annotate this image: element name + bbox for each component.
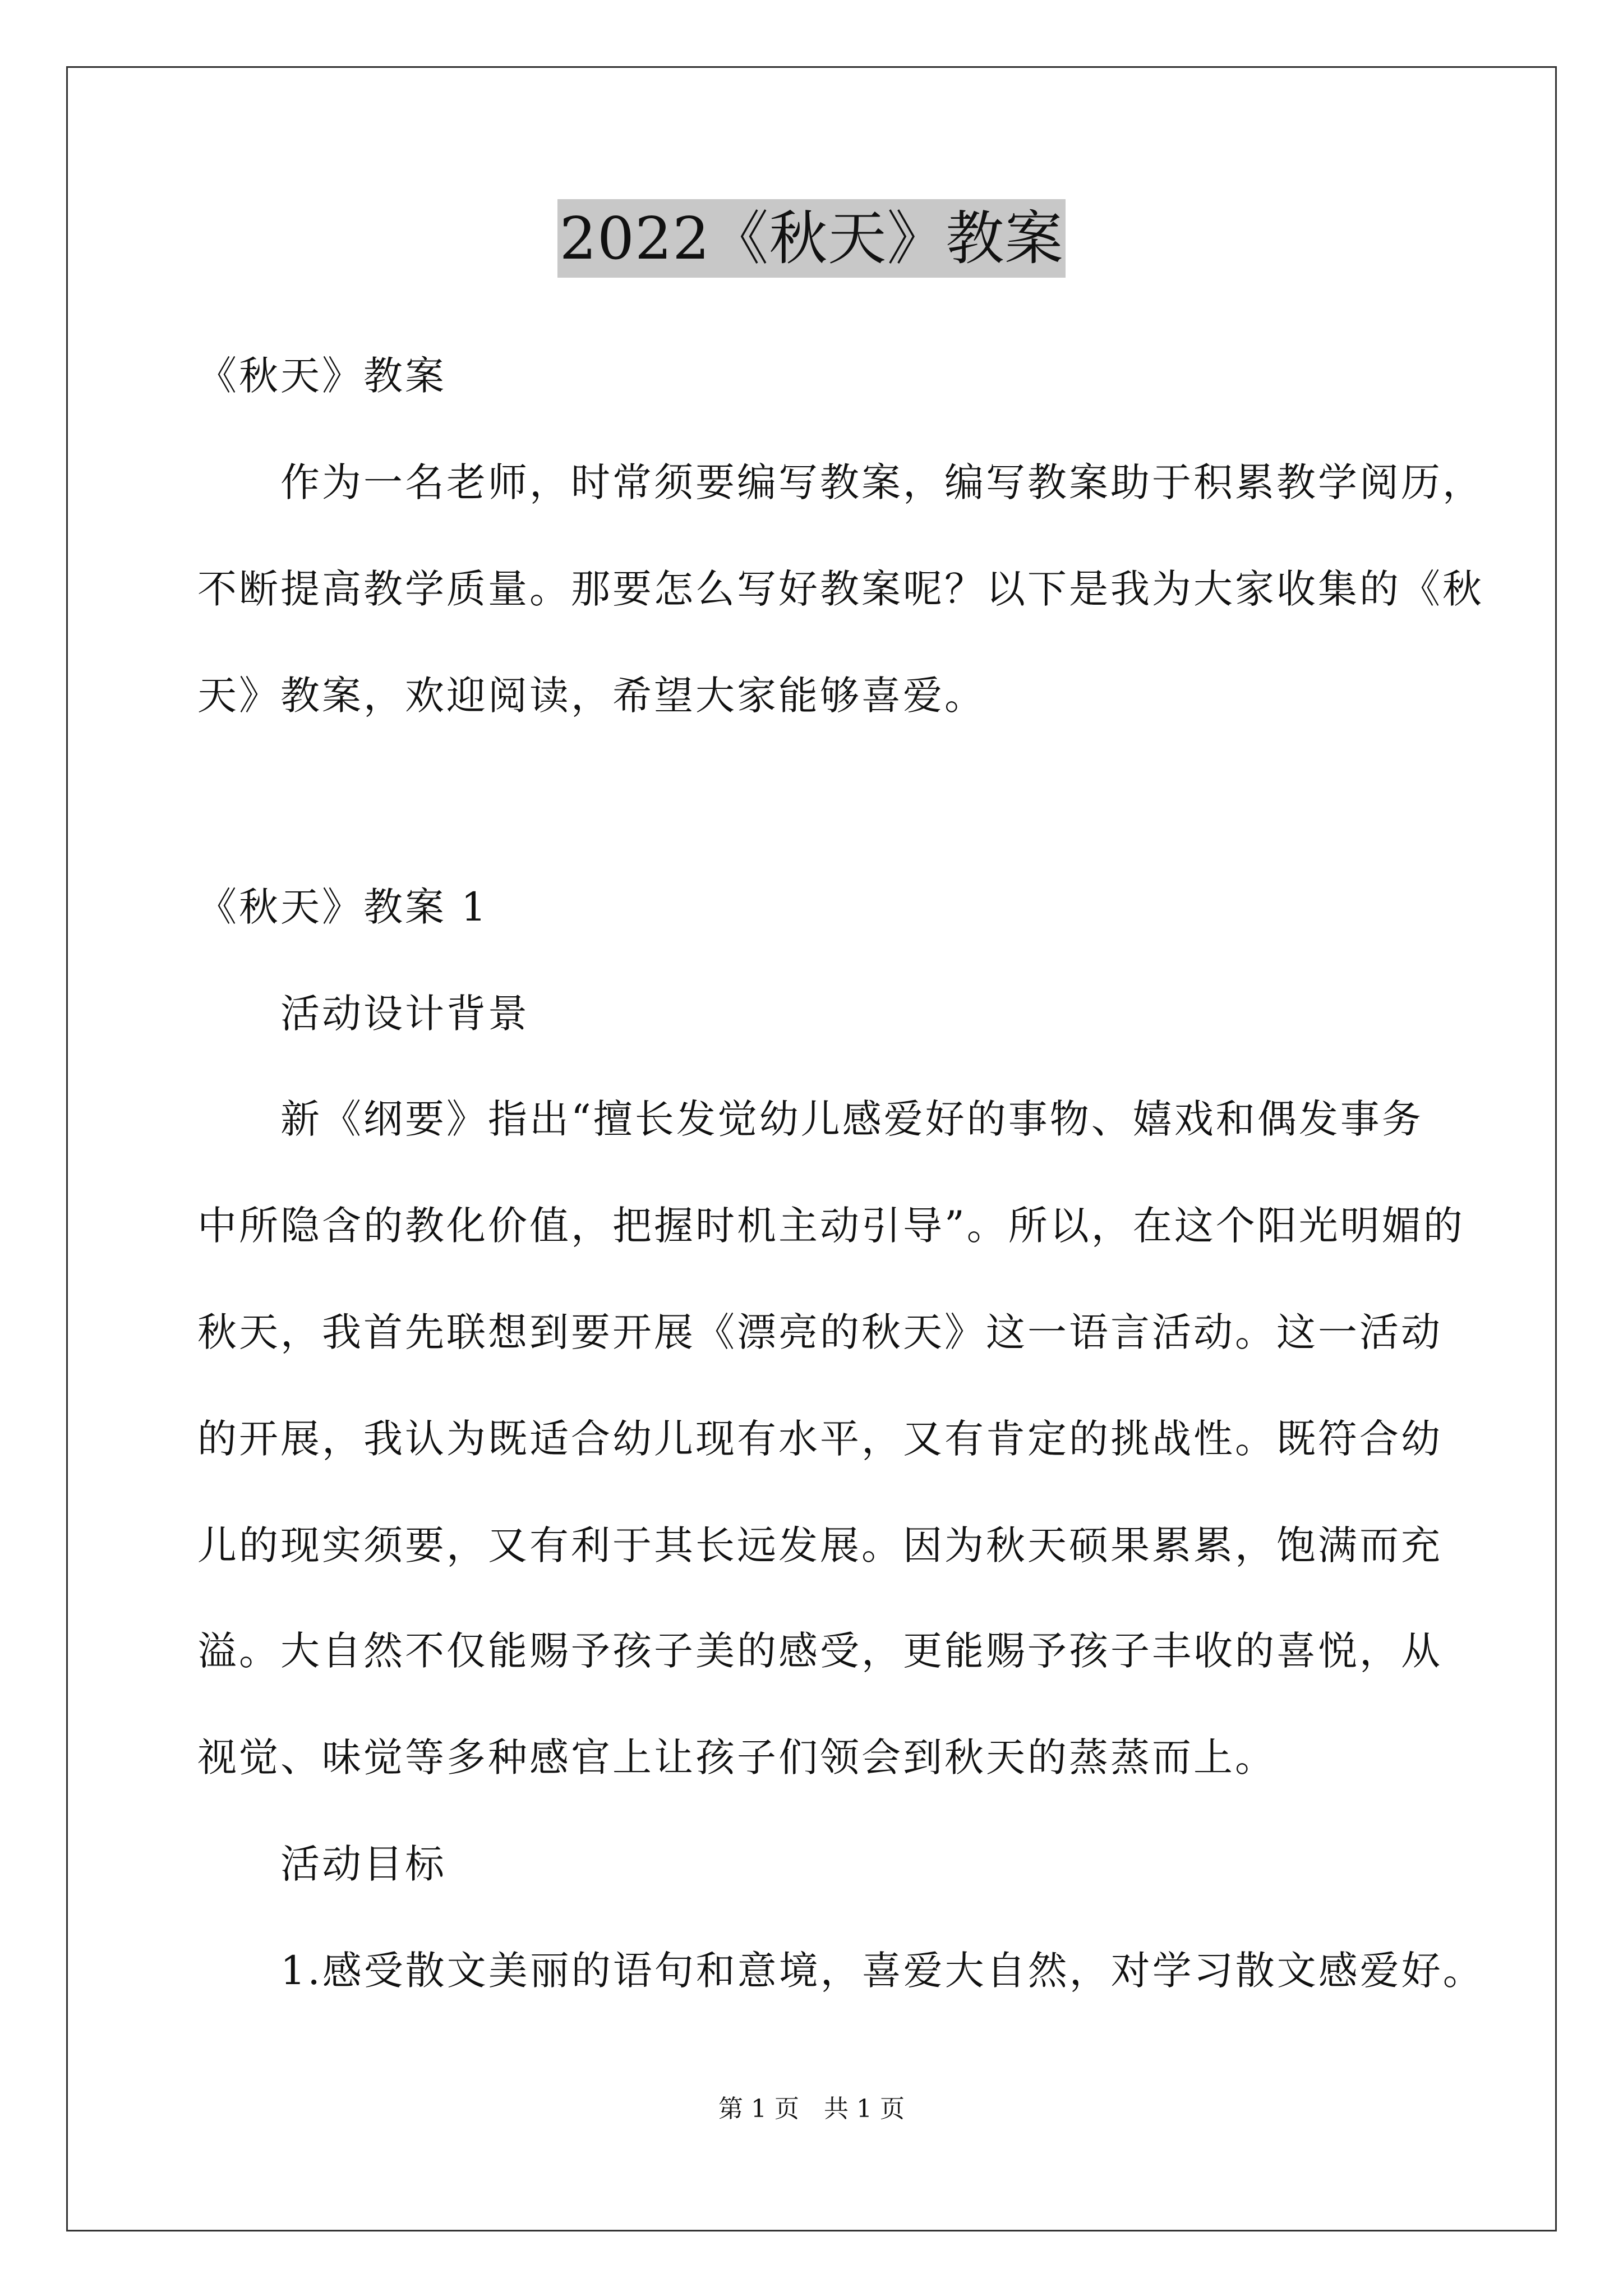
background-line-2: 中所隐含的教化价值，把握时机主动引导”。所以，在这个阳光明媚的 [197,1203,1465,1249]
intro-line-2: 不断提高教学质量。那要怎么写好教案呢？以下是我为大家收集的《秋 [197,566,1484,612]
background-heading: 活动设计背景 [280,991,529,1037]
background-line-5: 儿的现实须要，又有利于其长远发展。因为秋天硕果累累，饱满而充 [197,1522,1442,1568]
background-line-7: 视觉、味觉等多种感官上让孩子们领会到秋天的蒸蒸而上。 [197,1734,1276,1780]
intro-line-1: 作为一名老师，时常须要编写教案，编写教案助于积累教学阅历， [280,459,1484,505]
goals-heading: 活动目标 [280,1841,446,1887]
page-footer: 第 1 页 共 1 页 [718,2095,905,2123]
title-container [0,199,1623,278]
background-line-4: 的开展，我认为既适合幼儿现有水平，又有肯定的挑战性。既符合幼 [197,1416,1442,1462]
background-line-3: 秋天，我首先联想到要开展《漂亮的秋天》这一语言活动。这一活动 [197,1309,1442,1355]
document-title: 2022《秋天》教案 [557,199,1066,278]
background-line-6: 溢。大自然不仅能赐予孩子美的感受，更能赐予孩子丰收的喜悦，从 [197,1628,1442,1674]
goal-item-1: 1.感受散文美丽的语句和意境，喜爱大自然，对学习散文感爱好。 [280,1948,1484,1994]
subtitle: 《秋天》教案 [197,353,446,399]
section-heading: 《秋天》教案 1 [197,884,488,930]
background-line-1: 新《纲要》指出“擅长发觉幼儿感爱好的事物、嬉戏和偶发事务 [280,1096,1423,1142]
intro-line-3: 天》教案，欢迎阅读，希望大家能够喜爱。 [197,673,986,719]
